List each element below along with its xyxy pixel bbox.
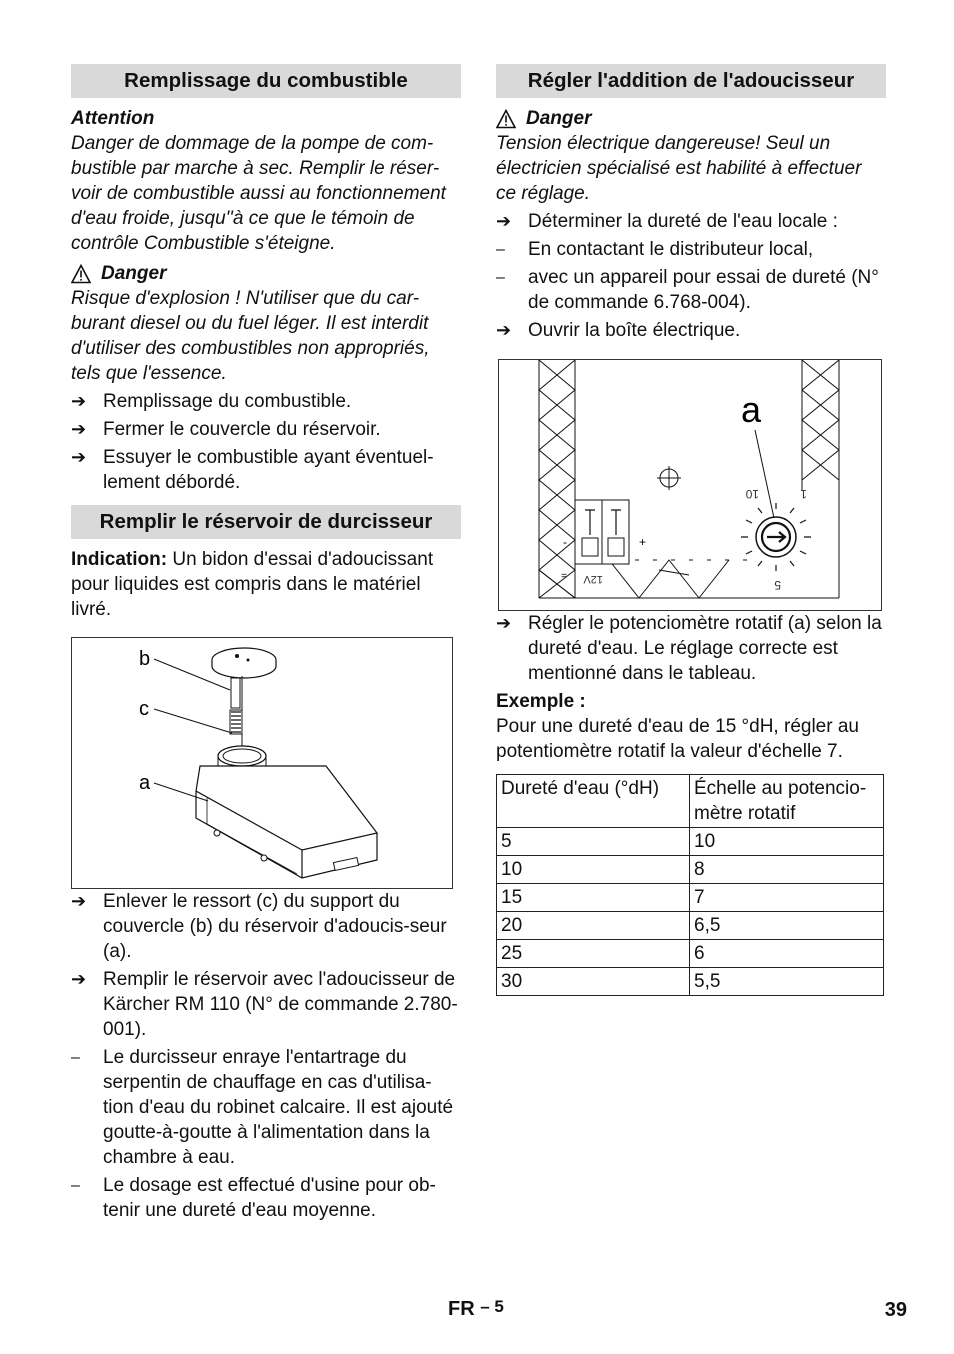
list-item: – En contactant le distributeur local, (496, 239, 814, 260)
label-b: b (139, 648, 151, 670)
svg-text:10: 10 (745, 487, 759, 501)
control-board-illustration (499, 360, 881, 610)
softener-tank-illustration (72, 638, 452, 888)
indication-paragraph: Indication: Un bidon d'essai d'adoucissant pour liquides est compris dans le matériel livré. (71, 549, 434, 620)
left-column (71, 64, 461, 1223)
hardness-table (496, 774, 884, 996)
arrow-bullet-icon: ➔ (71, 419, 87, 439)
dash-bullet: – (496, 241, 505, 258)
svg-text:+: + (639, 535, 647, 549)
danger-heading-1 (71, 261, 461, 286)
dash-bullet: – (496, 269, 505, 286)
arrow-bullet-icon: ➔ (71, 391, 87, 411)
list-item: ➔ Remplir le réservoir avec l'adoucisseur de Kärcher RM 110 (N° de commande 2.780-001). (71, 969, 458, 1040)
arrow-bullet-icon: ➔ (71, 969, 87, 989)
attention-text: Danger de dommage de la pompe de com-bustible par marche à sec. Remplir le réser-voir de combustible aussi au fonctionnement d'eau froide, jusqu''à ce que le témoin de contrôle Combustible s'éteigne. (71, 133, 446, 254)
table-row: 5 10 (497, 828, 884, 856)
list-item: ➔ Fermer le couvercle du réservoir. (71, 419, 381, 440)
list-item: ➔ Ouvrir la boîte électrique. (496, 320, 741, 341)
right-column (496, 64, 886, 996)
control-board-figure (498, 359, 882, 611)
arrow-bullet-icon: ➔ (496, 211, 512, 231)
danger-text-2: Tension électrique dangereuse! Seul un électricien spécialisé est habilité à effectuer ce réglage. (496, 133, 862, 204)
warning-triangle-icon (496, 109, 516, 129)
table-row: 20 6,5 (497, 912, 884, 940)
dash-bullet: – (71, 1049, 80, 1066)
warning-triangle-icon (71, 264, 91, 284)
danger-title-2: Danger (526, 108, 592, 129)
list-item: – Le durcisseur enraye l'entartrage du serpentin de chauffage en cas d'utilisa-tion d'eau du robinet calcaire. Il est ajouté goutte-à-goutte à l'alimentation dans la chambre à eau. (71, 1047, 454, 1168)
dash-bullet: – (71, 1177, 80, 1194)
svg-text:12V: 12V (583, 573, 603, 585)
table-row: 10 8 (497, 856, 884, 884)
softener-tank-figure (71, 637, 453, 889)
table-header: Dureté d'eau (°dH) (497, 775, 690, 828)
table-row: 30 5,5 (497, 968, 884, 996)
list-item: ➔ Régler le potenciomètre rotatif (a) selon la dureté d'eau. Le réglage correcte est mentionné dans le tableau. (496, 613, 882, 684)
table-row: 15 7 (497, 884, 884, 912)
section-title-softener-setting: Régler l'addition de l'adoucisseur (496, 64, 886, 98)
list-item: – avec un appareil pour essai de dureté (N° de commande 6.768-004). (496, 267, 879, 313)
danger-text-1: Risque d'explosion ! N'utiliser que du car-burant diesel ou du fuel léger. Il est interdit d'utiliser des combustibles non appropriés, tels que l'essence. (71, 288, 430, 384)
arrow-bullet-icon: ➔ (71, 891, 87, 911)
table-row: 25 6 (497, 940, 884, 968)
danger-title-1: Danger (101, 263, 167, 284)
section-title-softener-tank: Remplir le réservoir de durcisseur (71, 505, 461, 539)
label-a-potentiometer: a (741, 389, 762, 430)
svg-text:-: - (563, 535, 567, 549)
example-label: Exemple : (496, 691, 586, 712)
list-item: ➔ Déterminer la dureté de l'eau locale : (496, 211, 838, 232)
list-item: ➔ Remplissage du combustible. (71, 391, 352, 412)
svg-text:5: 5 (774, 578, 781, 592)
attention-title: Attention (71, 108, 155, 129)
arrow-bullet-icon: ➔ (496, 613, 512, 633)
page-number: 39 (884, 1299, 907, 1321)
svg-text:1: 1 (800, 487, 807, 501)
list-item: ➔ Enlever le ressort (c) du support du couvercle (b) du réservoir d'adoucis-seur (a). (71, 891, 447, 962)
section-title-fuel: Remplissage du combustible (71, 64, 461, 98)
svg-text:=: = (561, 569, 567, 580)
arrow-bullet-icon: ➔ (71, 447, 87, 467)
list-item: ➔ Essuyer le combustible ayant éventuel-lement débordé. (71, 447, 434, 493)
arrow-bullet-icon: ➔ (496, 320, 512, 340)
label-a: a (139, 772, 151, 794)
table-header-row (497, 775, 884, 828)
list-item: – Le dosage est effectué d'usine pour ob-tenir une dureté d'eau moyenne. (71, 1175, 436, 1221)
danger-heading-2 (496, 106, 886, 131)
label-c: c (139, 698, 149, 720)
example-text: Pour une dureté d'eau de 15 °dH, régler au potentiomètre rotatif la valeur d'échelle 7. (496, 716, 859, 762)
footer-language: FR – 5 (448, 1297, 504, 1320)
table-header: Échelle au potencio-mètre rotatif (690, 775, 884, 828)
